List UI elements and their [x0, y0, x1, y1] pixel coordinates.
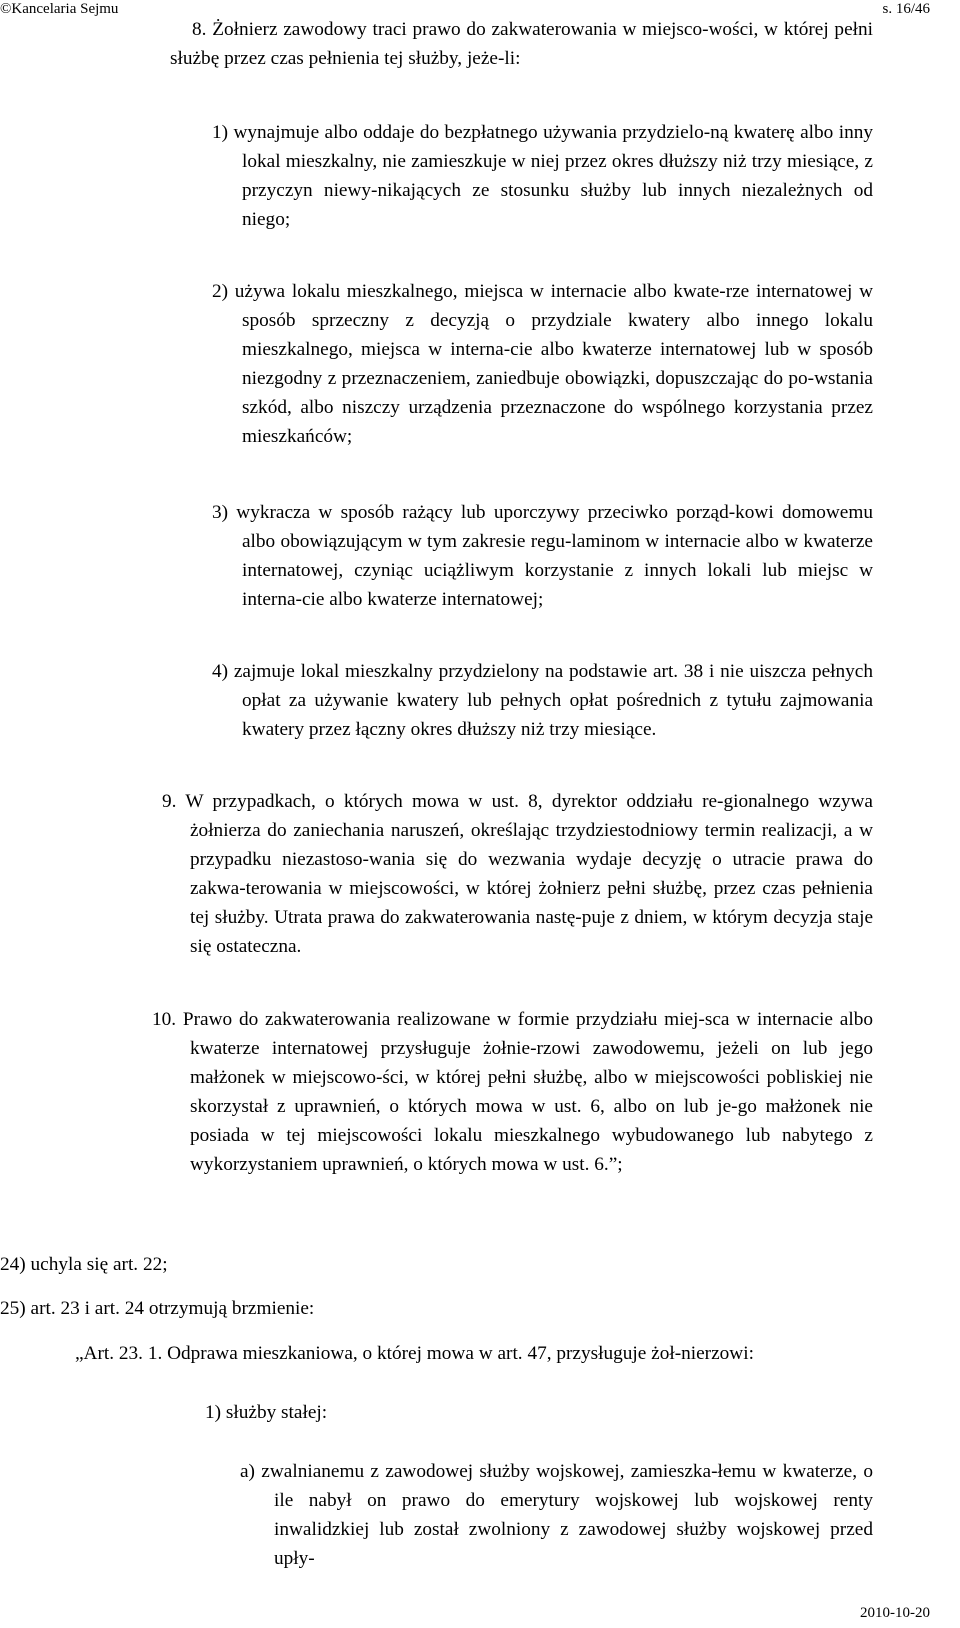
article-23-paragraph-1 — [75, 1339, 873, 1368]
paragraph-8-item-3 — [212, 498, 873, 614]
paragraph-8-item-4 — [212, 657, 873, 744]
paragraph-8-item-1 — [212, 118, 873, 234]
paragraph-10-text: 10. Prawo do zakwaterowania realizowane w formie przydziału miej-sca w internacie albo kwaterze internatowej przysługuje żołnie-rzowi zawodowemu, jeżeli on lub jego małżonek w miejscowo-ści, w której pełni służbę, albo w miejscowości pobliskiej nie skorzystał z uprawnień, o których mowa w ust. 6, albo on lub je-go małżonek nie posiada w tej miejscowości lokalu mieszkalnego wybudowanego lub nabytego z wykorzystaniem uprawnień, o których mowa w ust. 6.”; — [152, 1009, 873, 1175]
article-23-item-1a-text: a) zwalnianemu z zawodowej służby wojskowej, zamieszka-łemu w kwaterze, o ile nabył on prawo do emerytury wojskowej lub wojskowej renty inwalidzkiej lub został zwolniony z zawodowej służby wojskowej przed upły- — [240, 1461, 873, 1569]
item-text: 2) używa lokalu mieszkalnego, miejsca w internacie albo kwate-rze internatowej w sposób sprzeczny z decyzją o przydziale kwatery albo innego lokalu mieszkalnego, miejsca w interna-cie albo kwaterze internatowej lub w sposób niezgodny z przeznaczeniem, zaniedbuje obowiązki, dopuszczając do po-wstania szkód, albo niszczy urządzenia przeznaczone do wspólnego korzystania przez mieszkańców; — [212, 281, 873, 447]
article-23-item-1a — [240, 1457, 873, 1573]
article-23-item-1 — [205, 1398, 705, 1427]
item-text: 3) wykracza w sposób rażący lub uporczywy przeciwko porząd-kowi domowemu albo obowiązującym w tym zakresie regu-laminom w internacie albo w kwaterze internatowej, czyniąc uciążliwym korzystanie z innych lokali lub miejsc w interna-cie albo kwaterze internatowej; — [212, 502, 873, 610]
paragraph-9 — [162, 787, 873, 961]
footer-date: 2010-10-20 — [860, 1605, 930, 1621]
point-24-text: 24) uchyla się art. 22; — [0, 1254, 168, 1275]
paragraph-8-text: 8. Żołnierz zawodowy traci prawo do zakwaterowania w miejsco-wości, w której pełni służbę przez czas pełnienia tej służby, jeże-li: — [170, 19, 873, 69]
article-23-item-1-text: 1) służby stałej: — [205, 1402, 328, 1423]
header-copyright: ©Kancelaria Sejmu — [0, 1, 119, 17]
item-text: 4) zajmuje lokal mieszkalny przydzielony na podstawie art. 38 i nie uiszcza pełnych opłat za używanie kwatery lub pełnych opłat pośrednich z tytułu zajmowania kwatery przez łączny okres dłuższy niż trzy miesiące. — [212, 661, 873, 740]
point-25-text: 25) art. 23 i art. 24 otrzymują brzmienie: — [0, 1298, 315, 1319]
paragraph-8-item-2 — [212, 277, 873, 451]
article-23-text: „Art. 23. 1. Odprawa mieszkaniowa, o której mowa w art. 47, przysługuje żoł-nierzowi: — [75, 1343, 754, 1364]
point-24 — [0, 1250, 600, 1279]
paragraph-10 — [152, 1005, 873, 1179]
paragraph-8 — [170, 15, 873, 73]
item-text: 1) wynajmuje albo oddaje do bezpłatnego używania przydzielo-ną kwaterę albo inny lokal mieszkalny, nie zamieszkuje w niej przez okres dłuższy niż trzy miesiące, z przyczyn niewy-nikających ze stosunku służby lub innych niezależnych od niego; — [212, 122, 873, 230]
page-number: s. 16/46 — [882, 1, 930, 17]
point-25 — [0, 1294, 700, 1323]
paragraph-9-text: 9. W przypadkach, o których mowa w ust. 8, dyrektor oddziału re-gionalnego wzywa żołnierza do zaniechania naruszeń, określając trzydziestodniowy termin realizacji, a w przypadku niezastoso-wania się do wezwania wydaje decyzję o utracie prawa do zakwa-terowania w miejscowości, w której żołnierz pełni służbę, przez czas pełnienia tej służby. Utrata prawa do zakwaterowania nastę-puje z dniem, w którym decyzja staje się ostateczna. — [162, 791, 873, 957]
